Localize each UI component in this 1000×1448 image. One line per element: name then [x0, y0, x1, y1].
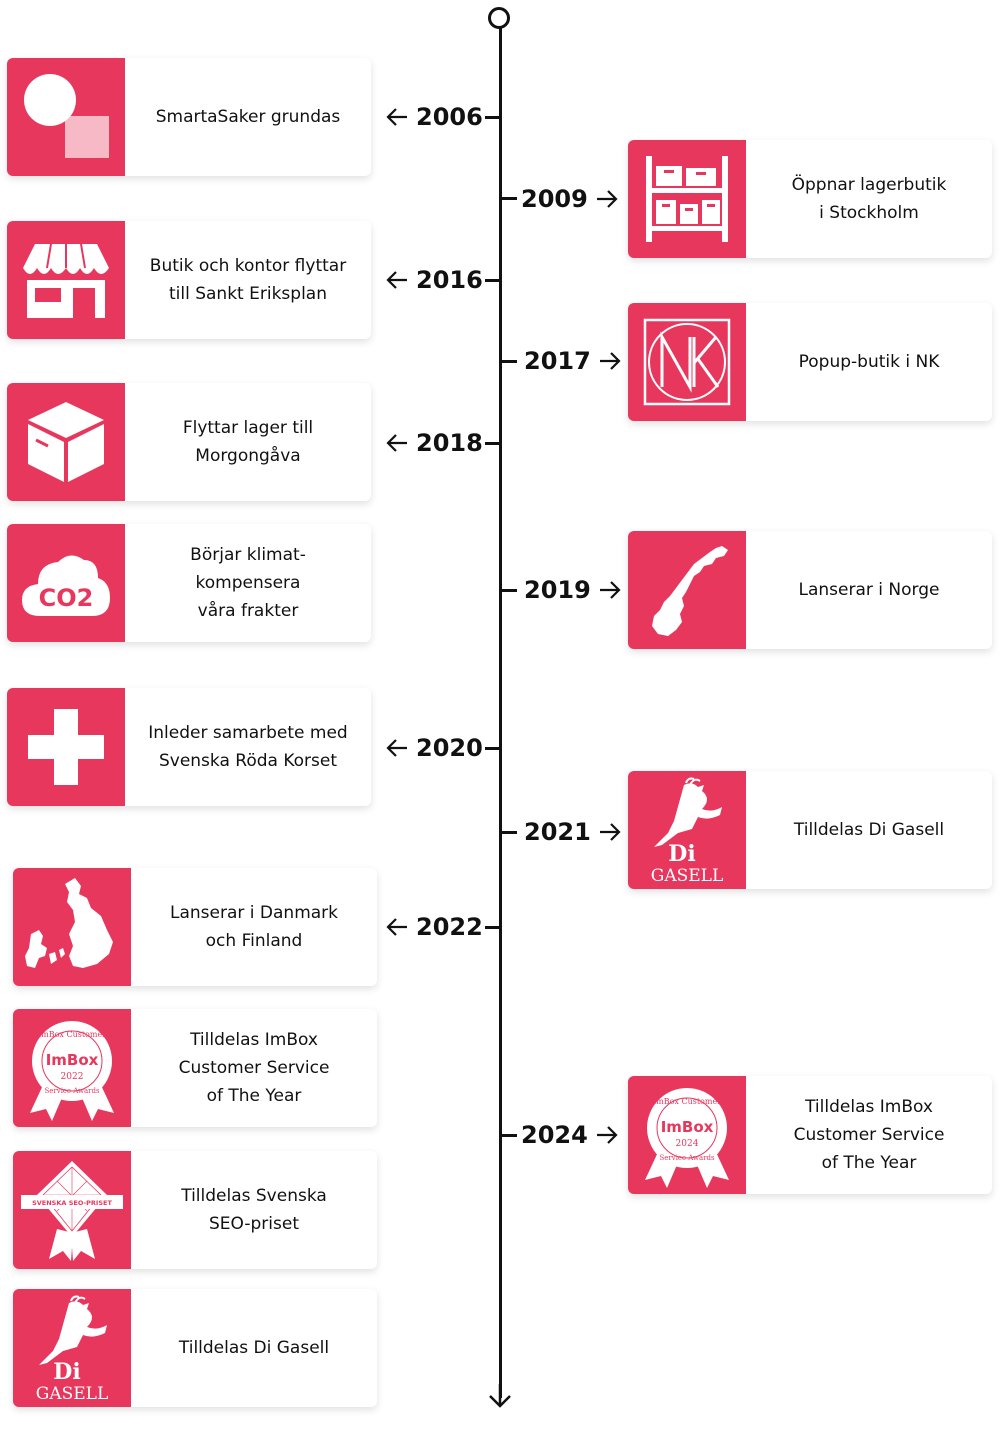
year-label-2019 [524, 575, 621, 605]
milestone-text: Börjar klimat- kompensera våra frakter [190, 545, 306, 621]
arrow-right-icon [599, 821, 621, 843]
tick-2016 [485, 279, 501, 282]
year-text: 2024 [521, 1121, 588, 1149]
icon-box [7, 58, 125, 176]
di-gasell-icon [632, 775, 742, 885]
year-text: 2021 [524, 818, 591, 846]
milestone-card-2016 [7, 221, 371, 339]
arrow-left-icon [386, 269, 408, 291]
imbox-bottom-text: Service Awards [44, 1087, 100, 1095]
year-label-2022 [386, 912, 483, 942]
di-gasell-icon [17, 1293, 127, 1403]
milestone-text: Tilldelas Di Gasell [178, 1338, 330, 1358]
milestone-card-2018 [7, 383, 371, 501]
nk-logo-icon [642, 317, 732, 407]
tick-2006 [485, 116, 501, 119]
milestone-card-2021 [628, 771, 992, 889]
gasell-text: GASELL [650, 866, 724, 885]
icon-box [13, 1151, 131, 1269]
norway-map-icon [642, 540, 732, 640]
tick-2018 [485, 442, 501, 445]
arrow-right-icon [599, 350, 621, 372]
arrow-left-icon [386, 737, 408, 759]
denmark-finland-map-icon [17, 872, 127, 982]
timeline-axis [499, 28, 502, 1398]
tick-2009 [501, 197, 517, 200]
year-label-2006 [386, 102, 483, 132]
year-text: 2019 [524, 576, 591, 604]
icon-box [628, 771, 746, 889]
timeline-end-arrow-icon [486, 1384, 514, 1408]
imbox-year-text: 2022 [60, 1072, 84, 1082]
tick-2024 [501, 1134, 517, 1137]
di-text: Di [53, 1359, 81, 1385]
co2-label: CO2 [38, 584, 94, 612]
icon-box [628, 140, 746, 258]
year-text: 2020 [416, 734, 483, 762]
red-cross-icon [26, 707, 106, 787]
milestone-card-seo [13, 1151, 377, 1269]
imbox-award-2022-icon [22, 1013, 122, 1123]
year-text: 2022 [416, 913, 483, 941]
icon-box [628, 531, 746, 649]
seo-award-icon [17, 1155, 127, 1265]
imbox-top-text: ImBox Customer [37, 1030, 107, 1039]
milestone-text: Lanserar i Danmark och Finland [170, 903, 338, 951]
tick-2019 [501, 589, 517, 592]
icon-box [628, 303, 746, 421]
milestone-card-imbox-2022 [13, 1009, 377, 1127]
year-label-2017 [524, 346, 621, 376]
icon-box [13, 1009, 131, 1127]
year-label-2024 [521, 1120, 618, 1150]
imbox-mid-text: ImBox [45, 1051, 99, 1069]
year-label-2020 [386, 733, 483, 763]
arrow-left-icon [386, 106, 408, 128]
milestone-card-2006 [7, 58, 371, 176]
gasell-text: GASELL [35, 1384, 109, 1403]
arrow-right-icon [596, 1124, 618, 1146]
tick-2020 [485, 747, 501, 750]
seo-award-text: SVENSKA SEO-PRISET [32, 1199, 112, 1207]
milestone-card-climate [7, 524, 371, 642]
storefront-icon [21, 240, 111, 320]
year-label-2009 [521, 184, 618, 214]
icon-box [13, 868, 131, 986]
milestone-card-di-gasell-left [13, 1289, 377, 1407]
milestone-text: Lanserar i Norge [798, 580, 940, 600]
arrow-left-icon [386, 916, 408, 938]
icon-box [7, 221, 125, 339]
icon-box [7, 524, 125, 642]
shapes-icon [7, 58, 125, 176]
milestone-text: Butik och kontor flyttar till Sankt Eriksplan [149, 256, 347, 304]
milestone-card-2019 [628, 531, 992, 649]
icon-box [7, 383, 125, 501]
milestone-text: Tilldelas Di Gasell [793, 820, 945, 840]
tick-2021 [501, 831, 517, 834]
milestone-text: Öppnar lagerbutik i Stockholm [791, 175, 947, 223]
icon-box [13, 1289, 131, 1407]
tick-2022 [485, 926, 501, 929]
milestone-card-2024 [628, 1076, 992, 1194]
warehouse-shelf-icon [642, 154, 732, 244]
box-icon [26, 400, 106, 484]
milestone-text: Tilldelas ImBox Customer Service of The Year [178, 1030, 330, 1106]
year-label-2016 [386, 265, 483, 295]
milestone-text: Tilldelas Svenska SEO-priset [181, 1186, 327, 1234]
arrow-right-icon [599, 579, 621, 601]
imbox-mid-text: ImBox [660, 1118, 714, 1136]
imbox-award-2024-icon [637, 1080, 737, 1190]
imbox-bottom-text: Service Awards [659, 1154, 715, 1162]
year-text: 2017 [524, 347, 591, 375]
milestone-card-2017 [628, 303, 992, 421]
arrow-right-icon [596, 188, 618, 210]
milestone-text: Popup-butik i NK [798, 352, 940, 372]
year-label-2021 [524, 817, 621, 847]
icon-box [628, 1076, 746, 1194]
imbox-top-text: ImBox Customer [652, 1097, 722, 1106]
year-text: 2018 [416, 429, 483, 457]
year-text: 2009 [521, 185, 588, 213]
co2-cloud-icon [20, 548, 112, 618]
milestone-text: SmartaSaker grundas [155, 107, 341, 127]
timeline-start-circle [488, 7, 510, 29]
milestone-card-2009 [628, 140, 992, 258]
icon-box [7, 688, 125, 806]
milestone-text: Inleder samarbete med Svenska Röda Korset [148, 723, 348, 771]
di-text: Di [668, 841, 696, 867]
milestone-card-2020 [7, 688, 371, 806]
year-text: 2016 [416, 266, 483, 294]
year-label-2018 [386, 428, 483, 458]
imbox-year-text: 2024 [675, 1139, 699, 1149]
year-text: 2006 [416, 103, 483, 131]
milestone-text: Tilldelas ImBox Customer Service of The Year [793, 1097, 945, 1173]
milestone-card-2022 [13, 868, 377, 986]
tick-2017 [501, 360, 517, 363]
milestone-text: Flyttar lager till Morgongåva [182, 418, 314, 466]
arrow-left-icon [386, 432, 408, 454]
